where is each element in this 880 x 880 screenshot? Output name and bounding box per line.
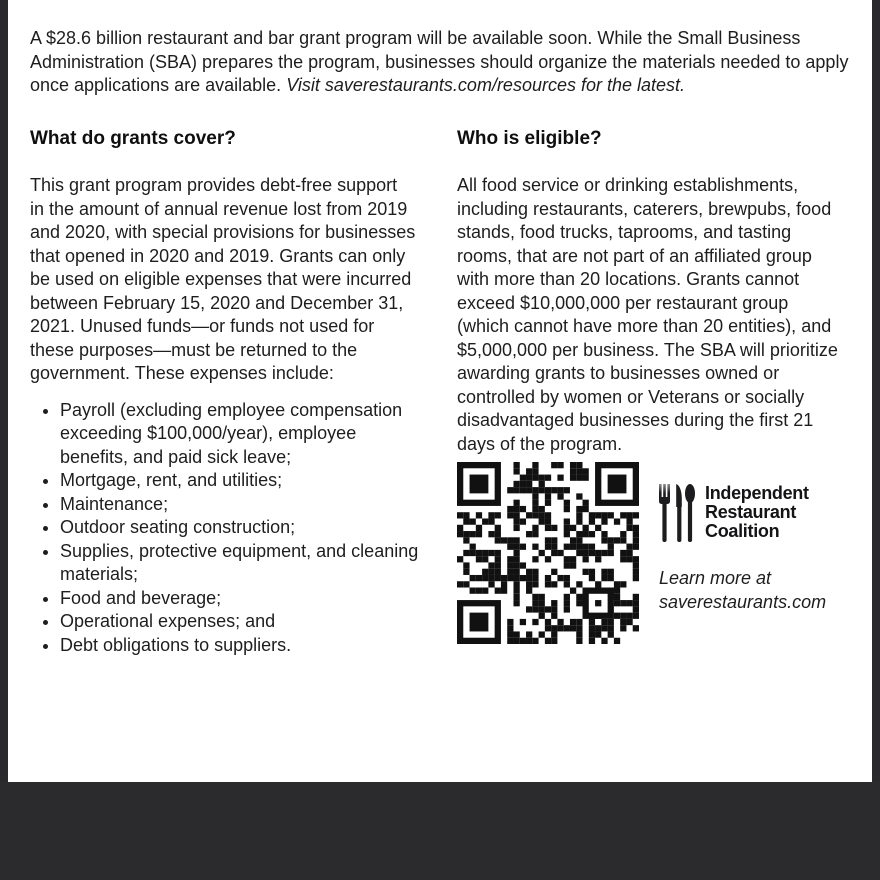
intro-paragraph xyxy=(30,27,848,98)
intro-line: Administration (SBA) prepares the program, businesses should organize the materials needed to apply xyxy=(30,51,849,72)
bullet-item: • Outdoor seating construction; xyxy=(60,516,422,540)
bullet-item: • Supplies, protective equipment, and cleaning materials; xyxy=(60,540,422,587)
grants-body-line: government. These expenses include: xyxy=(30,363,334,383)
grants-body-line: in the amount of annual revenue lost from 2019 xyxy=(30,198,408,219)
qr-code xyxy=(457,462,639,644)
intro-line-regular: once applications are available. xyxy=(30,75,282,95)
learn-more-line: Learn more at xyxy=(659,568,772,588)
eligibility-body-line: days of the program. xyxy=(457,433,623,454)
eligibility-body-line: disadvantaged businesses during the first 21 xyxy=(457,410,814,430)
bullet-item: • Debt obligations to suppliers. xyxy=(60,634,422,658)
bullet-item: • Food and beverage; xyxy=(60,587,422,611)
right-edge-bar xyxy=(872,0,880,782)
eligibility-body-line: exceed $10,000,000 per restaurant group xyxy=(457,292,789,313)
eligibility-body-line: stands, food trucks, taprooms, and tasting xyxy=(457,222,792,242)
grants-heading: What do grants cover? xyxy=(30,128,236,149)
bullet-item: • Mortgage, rent, and utilities; xyxy=(60,469,422,493)
eligibility-body-line: $5,000,000 per business. The SBA will prioritize xyxy=(457,339,838,360)
irc-logo xyxy=(659,484,826,544)
learn-more-note xyxy=(659,566,826,614)
spoon-icon xyxy=(685,484,695,542)
grants-body-line: This grant program provides debt-free support xyxy=(30,175,398,195)
intro-line xyxy=(30,74,848,98)
eligibility-body-line: awarding grants to businesses owned or xyxy=(457,363,780,383)
grants-column xyxy=(30,127,430,657)
eligibility-body-line: controlled by women or Veterans or socially xyxy=(457,386,805,407)
footer-band xyxy=(0,782,880,880)
logo-line: Coalition xyxy=(705,521,780,541)
grants-body-line: between February 15, 2020 and December 31, xyxy=(30,292,404,313)
eligibility-column xyxy=(457,127,863,644)
eligibility-body xyxy=(457,174,863,456)
bullet-item: • Operational expenses; and xyxy=(60,610,422,634)
intro-line: A $28.6 billion restaurant and bar grant program will be available soon. While the Small Business xyxy=(30,28,801,48)
grants-body-line: these purposes—must be returned to the xyxy=(30,339,358,360)
eligibility-heading: Who is eligible? xyxy=(457,128,602,149)
cutlery-icons xyxy=(659,484,695,544)
grants-body xyxy=(30,174,430,386)
logo-line: Restaurant xyxy=(705,502,797,522)
grants-body-line: be used on eligible expenses that were incurred xyxy=(30,269,412,289)
eligibility-body-line: with more than 20 locations. Grants cannot xyxy=(457,269,800,289)
eligibility-body-line: All food service or drinking establishments, xyxy=(457,175,799,195)
grants-body-line: 2021. Unused funds—or funds not used for xyxy=(30,316,375,336)
intro-line-italic: Visit saverestaurants.com/resources for the latest. xyxy=(286,75,686,95)
bullet-item: • Payroll (excluding employee compensation exceeding $100,000/year), employee benefits, and paid sick leave; xyxy=(60,399,422,470)
bullet-item: • Maintenance; xyxy=(60,493,422,517)
grants-bullet-list xyxy=(30,399,422,658)
knife-icon xyxy=(676,484,682,542)
eligibility-body-line: (which cannot have more than 20 entities), and xyxy=(457,316,832,336)
grants-body-line: that opened in 2020 and 2019. Grants can only xyxy=(30,245,406,266)
eligibility-body-line: including restaurants, caterers, brewpubs, food xyxy=(457,198,832,219)
grants-body-line: and 2020, with special provisions for businesses xyxy=(30,222,416,242)
learn-more-line: saverestaurants.com xyxy=(659,592,827,612)
qr-logo-row xyxy=(457,462,863,644)
left-edge-bar xyxy=(0,0,8,782)
irc-logo-text xyxy=(705,484,809,541)
eligibility-body-line: rooms, that are not part of an affiliated group xyxy=(457,245,812,266)
fork-icon xyxy=(659,484,670,542)
brand-block xyxy=(659,462,826,644)
logo-line: Independent xyxy=(705,483,809,503)
